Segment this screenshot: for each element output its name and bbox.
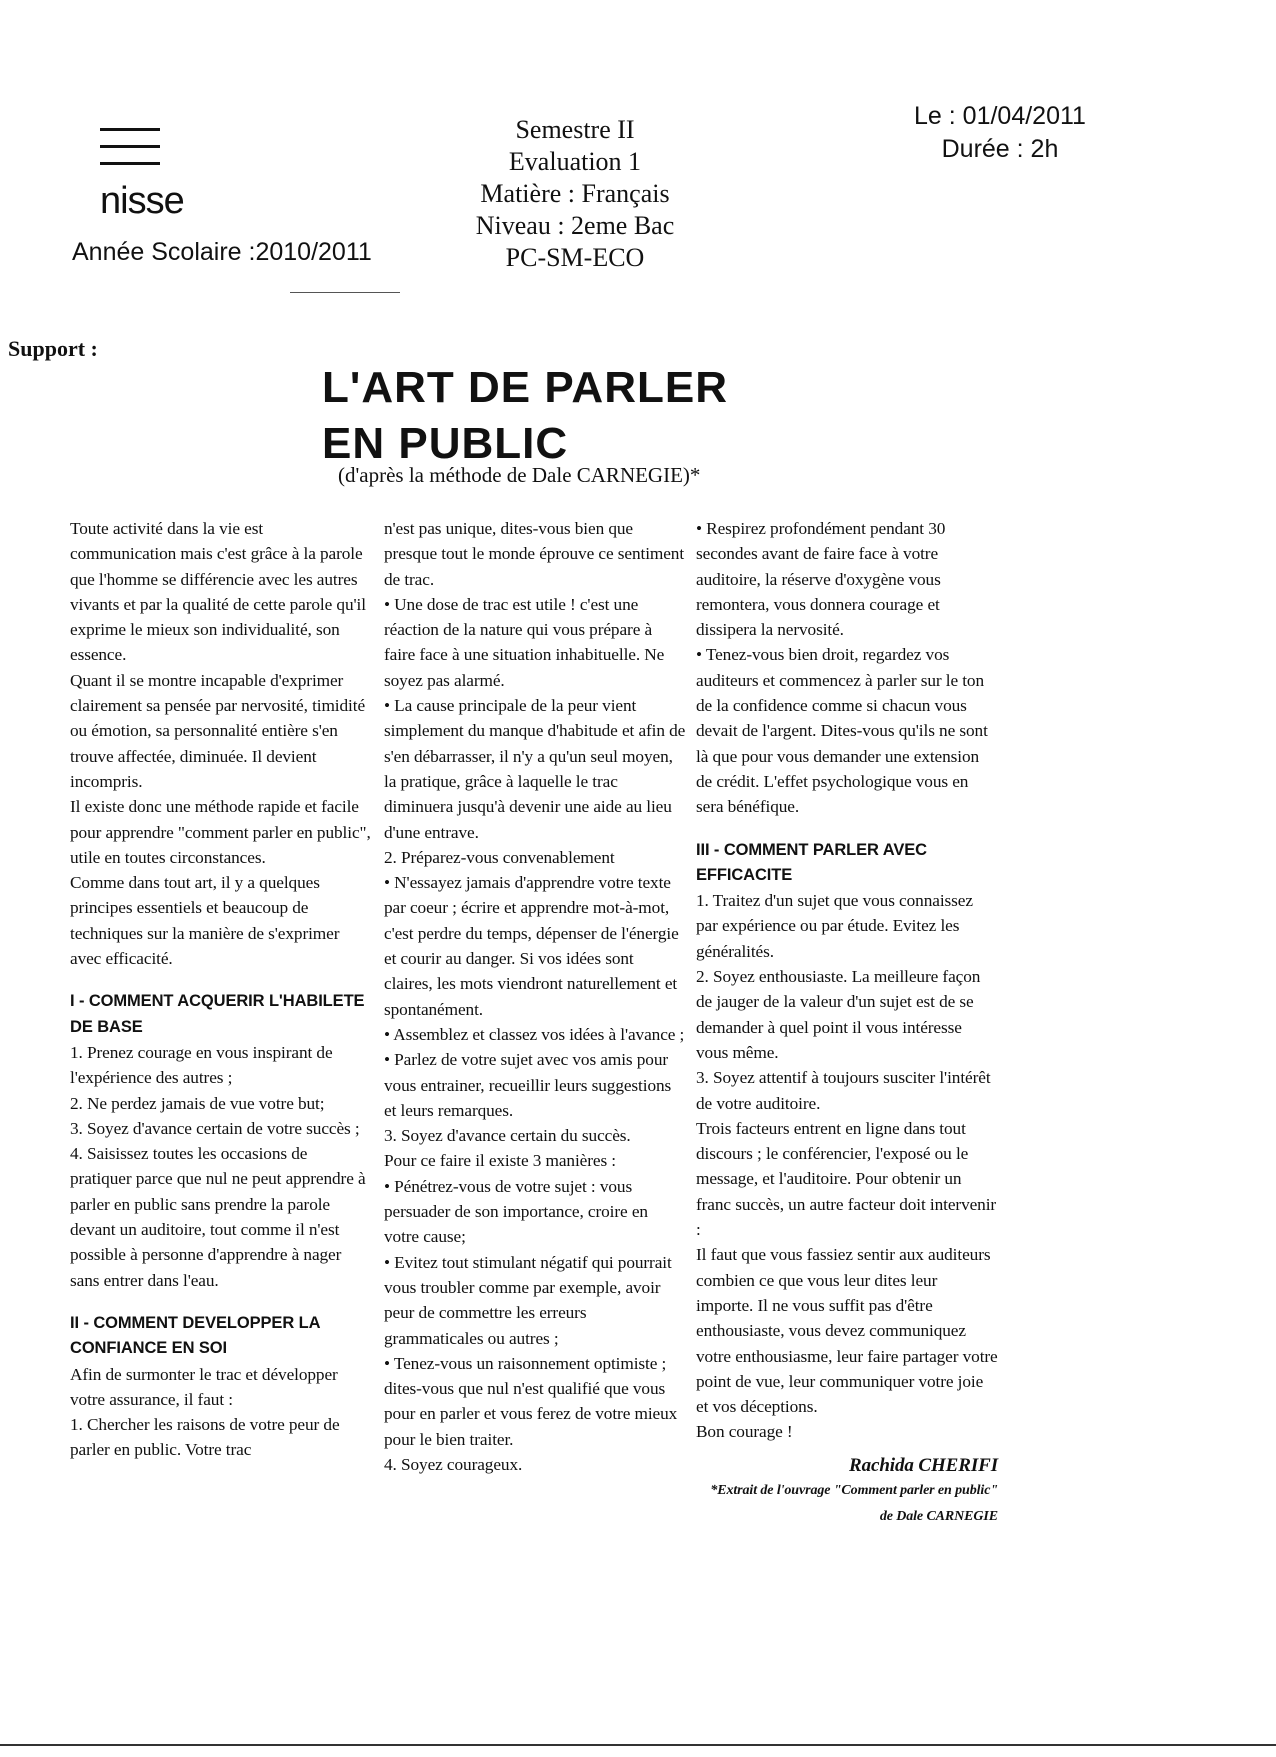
text-column-1 [70,516,372,1463]
paragraph: n'est pas unique, dites-vous bien que presque tout le monde éprouve ce sentiment de trac. [384,519,685,589]
article-title [322,360,728,472]
paragraph: Il existe donc une méthode rapide et facile pour apprendre "comment parler en public", utile en toutes circonstances. [70,797,371,867]
title-line-2: EN PUBLIC [322,419,569,468]
paragraph: • Respirez profondément pendant 30 secondes avant de faire face à votre auditoire, la réserve d'oxygène vous remontera, vous donnera courage et dissipera la nervosité. [696,519,946,640]
article-subtitle: (d'après la méthode de Dale CARNEGIE)* [338,463,701,487]
paragraph: • Parlez de votre sujet avec vos amis pour vous entrainer, recueillir leurs suggestions et leurs remarques. [384,1050,672,1120]
school-year: Année Scolaire :2010/2011 [72,238,372,266]
text-column-2 [384,516,686,1477]
paragraph: 1. Traitez d'un sujet que vous connaissez par expérience ou par étude. Evitez les généralités. [696,891,973,961]
paragraph: • Assemblez et classez vos idées à l'avance ; [384,1024,685,1044]
section-heading: III - COMMENT PARLER AVEC EFFICACITE [696,840,927,884]
paragraph: • Une dose de trac est utile ! c'est une réaction de la nature qui vous prépare à faire face à une situation inhabituelle. Ne soyez pas alarmé. [384,594,665,690]
exam-date-block [880,100,1120,166]
paragraph: 4. Saisissez toutes les occasions de pratiquer parce que nul ne peut apprendre à parler en public sans prendre la parole devant un auditoire, tout comme il n'est possible à personne d'apprendre à nager sans entrer dans l'eau. [70,1144,366,1290]
paragraph: Quant il se montre incapable d'exprimer clairement sa pensée par nervosité, timidité ou émotion, sa personnalité entière s'en trouve affectée, diminuée. Il devient incompris. [70,670,366,791]
paragraph: • Pénétrez-vous de votre sujet : vous persuader de son importance, croire en votre cause; [384,1176,648,1247]
paragraph: 2. Ne perdez jamais de vue votre but; [70,1093,325,1113]
header-rule [290,292,400,293]
paragraph: Il faut que vous fassiez sentir aux auditeurs combien ce que vous leur dites leur importe. Il ne vous suffit pas d'être enthousiaste, vous devez communiquez votre enthousiasme, leur faire partager votre point de vue, leur communiquer votre joie et vos déceptions. [696,1245,998,1417]
paragraph: 3. Soyez d'avance certain du succès. [384,1126,631,1146]
paragraph: • Evitez tout stimulant négatif qui pourrait vous troubler comme par exemple, avoir peur de commettre les erreurs grammaticales ou autres ; [384,1252,672,1348]
paragraph: 1. Chercher les raisons de votre peur de parler en public. Votre trac [70,1415,340,1460]
source-note: *Extrait de l'ouvrage "Comment parler en public" de Dale CARNEGIE [710,1482,998,1524]
school-logo: nisse [100,180,184,222]
exam-date: Le : 01/04/2011 [914,102,1086,130]
exam-info [420,114,730,274]
title-line-1: L'ART DE PARLER [322,363,728,412]
paragraph: Comme dans tout art, il y a quelques principes essentiels et beaucoup de techniques sur la manière de s'exprimer avec efficacité. [70,873,340,969]
exam-duration: Durée : 2h [941,135,1059,163]
subject: Matière : Français [480,179,670,208]
paragraph: • N'essayez jamais d'apprendre votre texte par coeur ; écrire et apprendre mot-à-mot, c'est perdre du temps, dépenser de l'énergie et courir au danger. Si vos idées sont claires, les mots viendront naturellement et spontanément. [384,873,679,1019]
footer-rule [0,1744,1276,1746]
paragraph: • Tenez-vous un raisonnement optimiste ; dites-vous que nul n'est qualifié que vous pour en parler et vous ferez de votre mieux pour le bien traiter. [384,1353,678,1449]
level: Niveau : 2eme Bac [475,211,675,240]
support-label: Support : [8,336,98,361]
author-signature: Rachida CHERIFI [849,1454,998,1476]
paragraph: 1. Prenez courage en vous inspirant de l'expérience des autres ; [70,1042,333,1088]
section-heading: I - COMMENT ACQUERIR L'HABILETE DE BASE [70,992,365,1036]
paragraph: Afin de surmonter le trac et développer votre assurance, il faut : [70,1364,338,1409]
paragraph: 2. Soyez enthousiaste. La meilleure façon de jauger de la valeur d'un sujet est de se demander à quel point il vous intéresse vous même. [696,967,981,1062]
paragraph: • Tenez-vous bien droit, regardez vos auditeurs et commencez à parler sur le ton de la confidence comme si chacun vous devait de l'argent. Dites-vous qu'ils ne sont là que pour vous demander une extension de crédit. L'effet psychologique vous en sera bénéfique. [696,645,988,817]
evaluation: Evaluation 1 [508,147,642,176]
text-column-3 [696,516,998,1530]
section-heading: II - COMMENT DEVELOPPER LA CONFIANCE EN SOI [70,1313,320,1358]
column-3-body [696,516,998,1445]
paragraph: 4. Soyez courageux. [384,1454,523,1474]
paragraph: Pour ce faire il existe 3 manières : [384,1151,617,1171]
paragraph: • La cause principale de la peur vient simplement du manque d'habitude et afin de s'en débarrasser, il n'y a qu'un seul moyen, la pratique, grâce à laquelle le trac diminuera jusqu'à devenir une aide au lieu d'une entrave. [384,696,686,842]
paragraph: 3. Soyez attentif à toujours susciter l'intérêt de votre auditoire. [696,1068,991,1113]
paragraph: 3. Soyez d'avance certain de votre succès ; [70,1118,360,1138]
paragraph: Bon courage ! [696,1422,793,1442]
paragraph: 2. Préparez-vous convenablement [384,847,615,867]
paragraph: Toute activité dans la vie est communication mais c'est grâce à la parole que l'homme se différencie avec les autres vivants et par la qualité de cette parole qu'il exprime le mieux son individualité, son essence. [70,519,366,665]
semester: Semestre II [515,115,635,144]
paragraph: Trois facteurs entrent en ligne dans tout discours ; le conférencier, l'exposé ou le message, et l'auditoire. Pour obtenir un franc succès, un autre facteur doit intervenir : [696,1118,997,1240]
streams: PC-SM-ECO [505,243,645,272]
